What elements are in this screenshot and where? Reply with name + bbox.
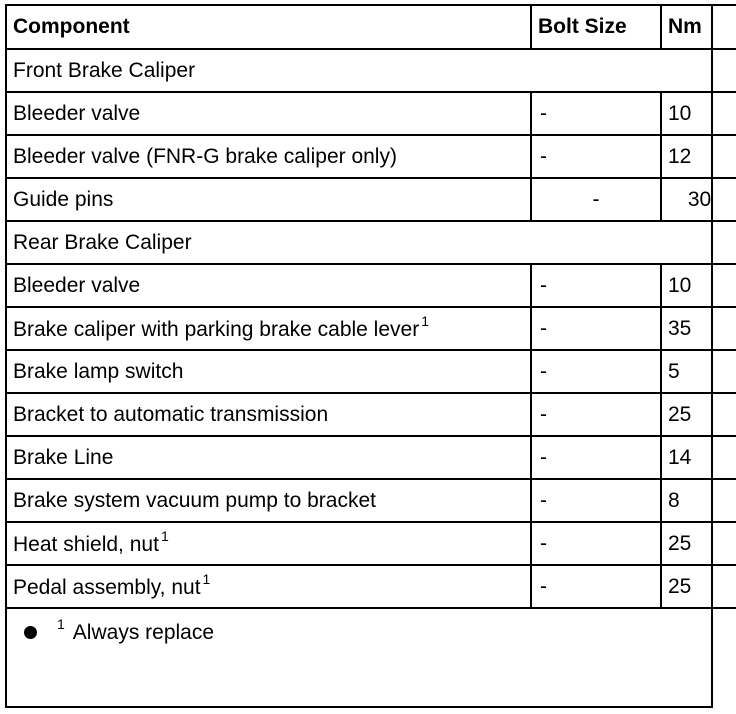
bullet-icon (24, 626, 37, 639)
component-cell (6, 522, 531, 565)
nm-cell: 35 (661, 307, 736, 350)
nm-cell: 30 (661, 178, 736, 221)
component-name: Brake caliper with parking brake cable lever (13, 318, 420, 341)
component-name: Heat shield, nut (13, 533, 159, 556)
component-cell (6, 350, 531, 393)
bolt-size-cell: - (531, 565, 661, 608)
header-nm: Nm (661, 5, 736, 49)
component-cell (6, 479, 531, 522)
component-cell (6, 178, 531, 221)
nm-cell: 14 (661, 436, 736, 479)
table-body (6, 49, 736, 608)
component-name: Bracket to automatic transmission (13, 402, 329, 426)
table-row (6, 307, 736, 350)
footnote-reference: 1 (421, 313, 429, 329)
component-name: Brake system vacuum pump to bracket (13, 488, 376, 512)
table-row (6, 479, 736, 522)
table-row (6, 522, 736, 565)
bolt-size-cell: - (531, 479, 661, 522)
component-cell (6, 92, 531, 135)
nm-cell: 8 (661, 479, 736, 522)
component-cell (6, 264, 531, 307)
torque-specification-table (5, 4, 736, 609)
table-row (6, 135, 736, 178)
bolt-size-cell: - (531, 178, 661, 221)
table-row (6, 393, 736, 436)
bolt-size-cell: - (531, 393, 661, 436)
component-cell (6, 135, 531, 178)
nm-cell: 5 (661, 350, 736, 393)
component-name: Bleeder valve (13, 101, 141, 125)
bolt-size-cell: - (531, 436, 661, 479)
bolt-size-cell: - (531, 307, 661, 350)
component-name: Brake Line (13, 445, 114, 469)
bolt-size-cell: - (531, 522, 661, 565)
component-cell (6, 307, 531, 350)
component-name: Pedal assembly, nut (13, 576, 201, 599)
table-row (6, 264, 736, 307)
footnote-marker: 1 (57, 616, 65, 632)
footnote (24, 618, 214, 645)
nm-cell: 25 (661, 522, 736, 565)
table-row (6, 565, 736, 608)
component-name: Bleeder valve (FNR-G brake caliper only) (13, 144, 397, 168)
footnote-reference: 1 (160, 528, 169, 544)
bolt-size-cell: - (531, 92, 661, 135)
section-title: Front Brake Caliper (6, 49, 736, 92)
table-row (6, 350, 736, 393)
nm-cell: 25 (661, 565, 736, 608)
nm-cell: 10 (661, 92, 736, 135)
bolt-size-cell: - (531, 350, 661, 393)
bolt-size-cell: - (531, 135, 661, 178)
header-row (6, 5, 736, 49)
table-row (6, 92, 736, 135)
component-cell (6, 565, 531, 608)
footnote-text: Always replace (72, 621, 215, 644)
nm-cell: 25 (661, 393, 736, 436)
component-name: Guide pins (13, 187, 114, 211)
nm-cell: 12 (661, 135, 736, 178)
component-name: Brake lamp switch (13, 359, 184, 383)
header-component: Component (6, 5, 531, 49)
table-row (6, 178, 736, 221)
component-name: Bleeder valve (13, 273, 141, 297)
header-bolt-size: Bolt Size (531, 5, 661, 49)
table-row (6, 436, 736, 479)
footnote-reference: 1 (202, 571, 211, 587)
bolt-size-cell: - (531, 264, 661, 307)
nm-cell: 10 (661, 264, 736, 307)
section-row (6, 221, 736, 264)
component-cell (6, 393, 531, 436)
section-title: Rear Brake Caliper (6, 221, 736, 264)
component-cell (6, 436, 531, 479)
section-row (6, 49, 736, 92)
